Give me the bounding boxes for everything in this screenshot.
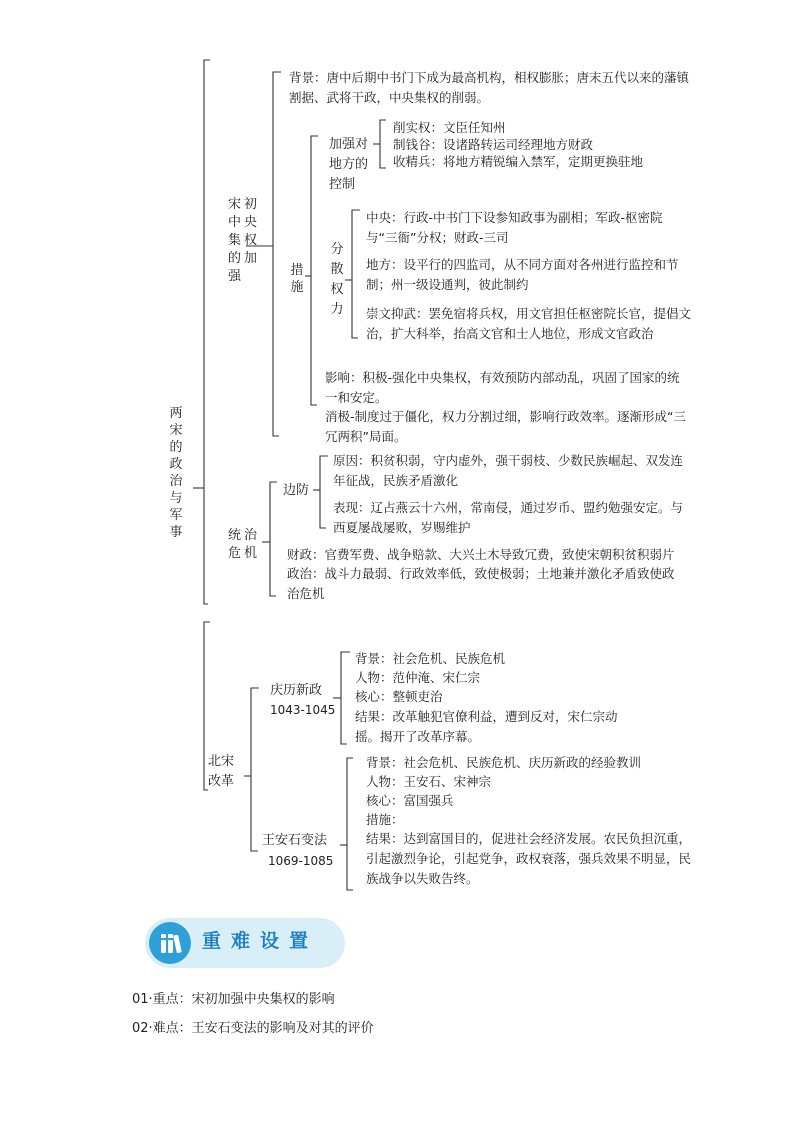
wang-result: 结果：达到富国目的，促进社会经济发展。农民负担沉重，引起激烈争论，引起党争，政权衰落，强兵效果不明显，民族战争以失败告终。 <box>366 831 692 886</box>
frontier-manifest: 表现：辽占燕云十六州，常南侵，通过岁币、盟约勉强安定。与西夏屡战屡败，岁赐维护 <box>333 500 684 535</box>
qingli-result: 结果：改革触犯官僚利益，遭到反对，宋仁宗动摇。揭开了改革序幕。 <box>355 709 618 744</box>
local-item-1: 削实权：文臣任知州 <box>393 120 506 135</box>
node-northern-song-reform: 北宋改革 <box>208 754 235 789</box>
divide-local: 地方：设平行的四监司，从不同方面对各州进行监控和节制；州一级设通判，彼此制约 <box>366 257 679 292</box>
impact-positive: 影响：积极-强化中央集权，有效预防内部动乱，巩固了国家的统一和安定。 <box>325 370 680 405</box>
qingli-people: 人物：范仲淹、宋仁宗 <box>355 670 481 685</box>
crisis-politics: 政治：战斗力最弱、行政效率低，致使极弱；土地兼并激化矛盾致使政治危机 <box>287 566 675 601</box>
node-divide-power: 分散权力 <box>330 242 344 317</box>
local-item-3: 收精兵：将地方精锐编入禁军，定期更换驻地 <box>393 154 644 169</box>
node-song-centralization: 宋初中央集权的加强 <box>228 197 261 284</box>
wang-years: 1069-1085 <box>268 854 334 868</box>
frontier-cause: 原因：积贫积弱，守内虚外，强干弱枝、少数民族崛起、双发连年征战，民族矛盾激化 <box>333 453 684 488</box>
section-title: 重难设置 <box>202 930 319 952</box>
node-qingli-reform: 庆历新政 <box>270 683 323 698</box>
wang-measures: 措施： <box>366 812 404 827</box>
node-frontier: 边防 <box>283 483 310 498</box>
books-icon <box>149 922 191 964</box>
qingli-years: 1043-1045 <box>270 703 336 717</box>
mindmap-root: 两宋的政治与军事 <box>169 406 183 540</box>
node-local-control: 加强对地方的控制 <box>329 137 369 192</box>
wang-people: 人物：王安石、宋神宗 <box>366 774 492 789</box>
qingli-background: 背景：社会危机、民族危机 <box>355 651 506 666</box>
divide-central: 中央：行政-中书门下设参知政事为副相；军政-枢密院与“三衙”分权；财政-三司 <box>366 210 663 245</box>
divide-culture: 崇文抑武：罢免宿将兵权，用文官担任枢密院长官，提倡文治，扩大科举，抬高文官和士人地位，形成文官政治 <box>366 306 692 341</box>
impact-negative: 消极-制度过于僵化，权力分割过细，影响行政效率。逐渐形成“三冗两积”局面。 <box>325 409 686 444</box>
section-header-badge <box>145 918 345 968</box>
crisis-finance: 财政：官费军费、战争赔款、大兴土木导致冗费，致使宋朝积贫积弱片 <box>287 547 675 562</box>
key-point-1: 01·重点：宋初加强中央集权的影响 <box>132 992 335 1007</box>
node-measures: 措施 <box>290 263 304 295</box>
local-item-2: 制钱谷：设诸路转运司经理地方财政 <box>393 137 594 152</box>
qingli-core: 核心：整顿吏治 <box>355 689 443 704</box>
wang-background: 背景：社会危机、民族危机、庆历新政的经验教训 <box>366 755 642 770</box>
song-background: 背景：唐中后期中书门下成为最高机构，相权膨胀；唐末五代以来的藩镇割据、武将干政，中央集权的削弱。 <box>289 70 690 105</box>
wang-core: 核心：富国强兵 <box>366 793 454 808</box>
node-ruling-crisis: 统治危机 <box>228 528 261 561</box>
node-wang-anshi-reform: 王安石变法 <box>262 833 328 848</box>
key-point-2: 02·难点：王安石变法的影响及对其的评价 <box>132 1021 374 1036</box>
